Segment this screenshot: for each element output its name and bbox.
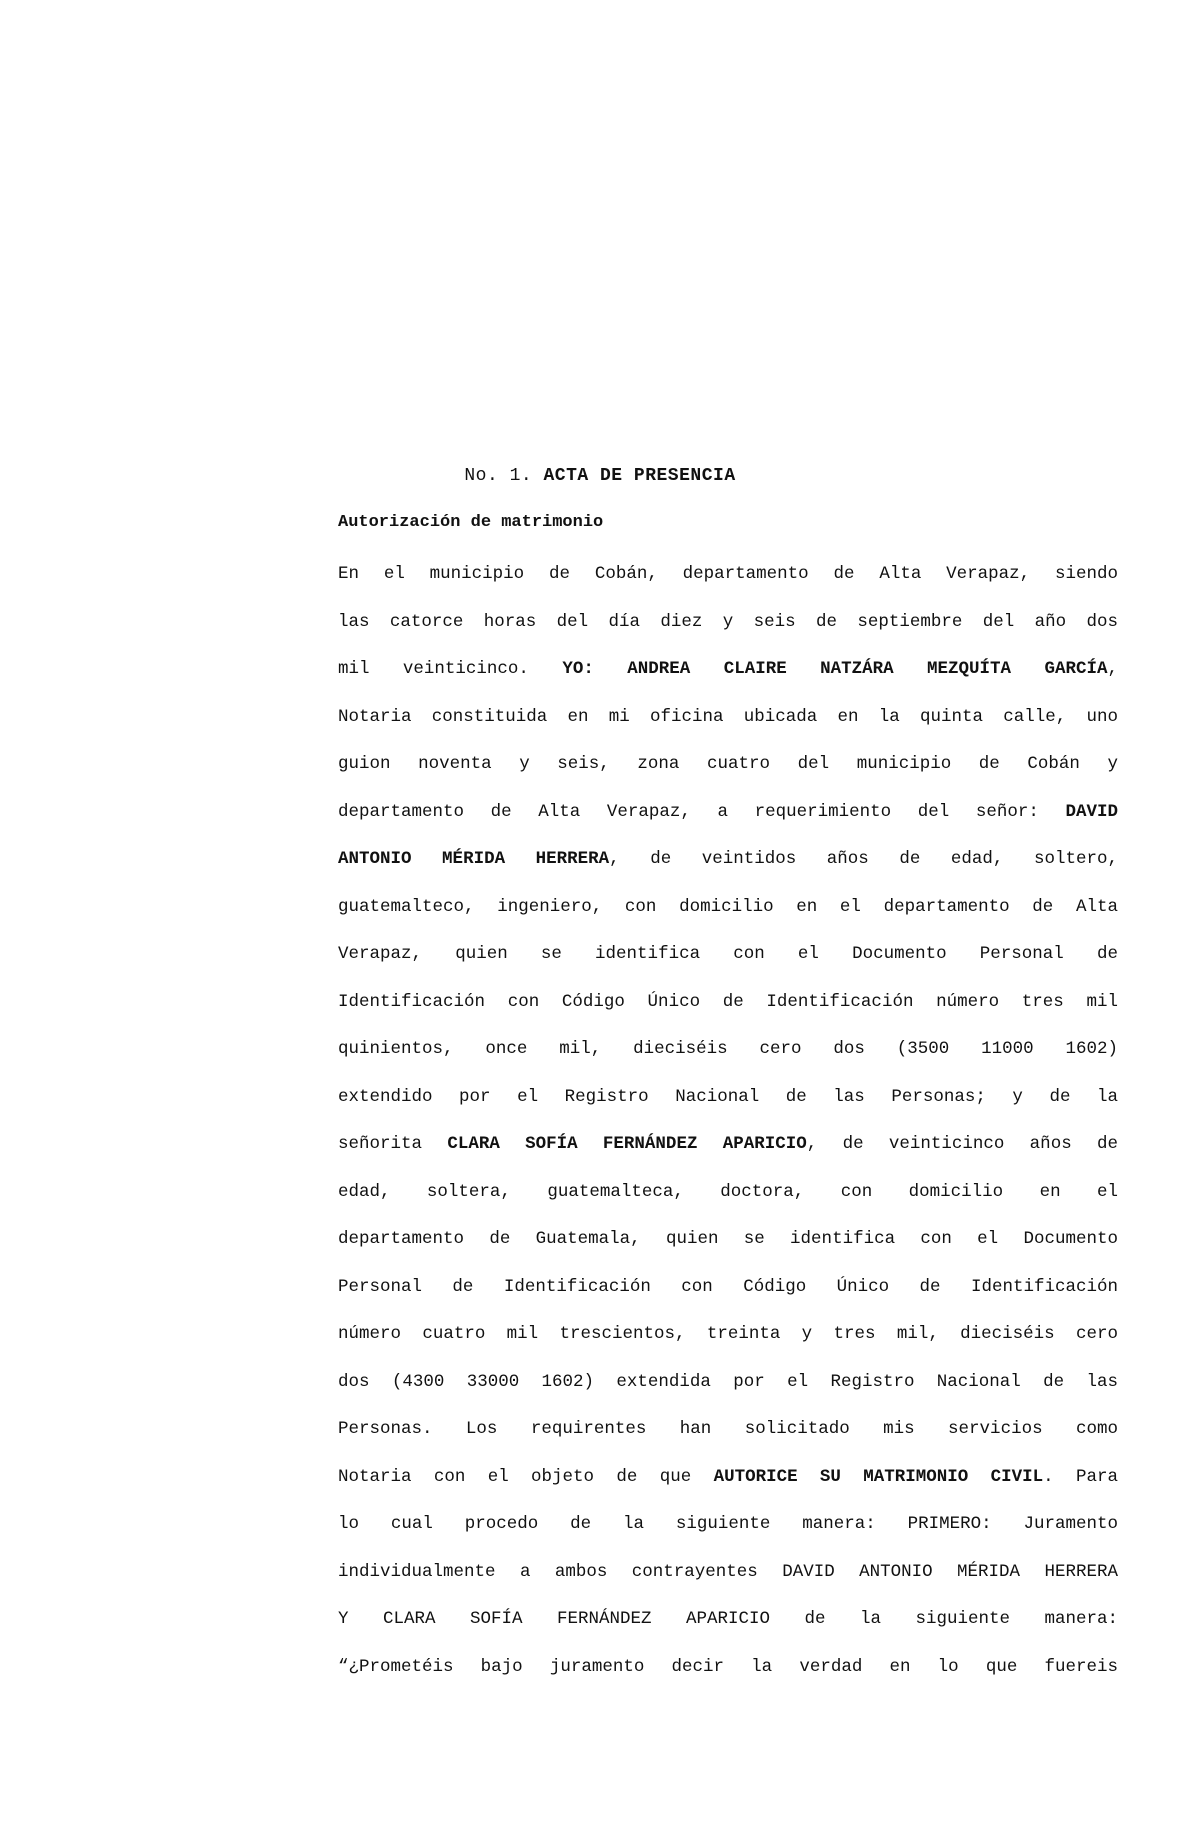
body-line: [338, 752, 1118, 776]
body-line: [338, 1037, 1118, 1061]
body-line: [338, 1085, 1118, 1109]
body-line: [338, 942, 1118, 966]
document-heading: ACTA DE PRESENCIA: [543, 466, 736, 486]
text-run: guion noventa y seis, zona cuatro del municipio de Cobán y: [338, 754, 1118, 774]
text-run: Notaria con el objeto de que: [338, 1466, 714, 1487]
body-line: [338, 990, 1118, 1014]
body-line: [338, 1227, 1118, 1251]
text-run: Personal de Identificación con Código Único de Identificación: [338, 1276, 1118, 1297]
text-run: departamento de Guatemala, quien se identifica con el Documento: [338, 1229, 1118, 1249]
body-line: [338, 1132, 1118, 1156]
body-line: [338, 562, 1118, 586]
bold-text: AUTORICE SU MATRIMONIO CIVIL: [713, 1466, 1044, 1487]
text-run: individualmente a ambos contrayentes DAVID ANTONIO MÉRIDA HERRERA: [338, 1561, 1118, 1582]
text-run: dos (4300 33000 1602) extendida por el Registro Nacional de las: [338, 1371, 1118, 1392]
text-run: Identificación con Código Único de Identificación número tres mil: [338, 991, 1118, 1012]
text-run: ,: [1107, 659, 1118, 679]
bold-text: CLARA SOFÍA FERNÁNDEZ APARICIO: [447, 1134, 807, 1154]
text-run: departamento de Alta Verapaz, a requerimiento del señor:: [338, 801, 1066, 822]
body-line: [338, 1417, 1118, 1441]
text-run: “¿Prometéis bajo juramento decir la verdad en lo que fuereis: [338, 1656, 1118, 1677]
body-line: [338, 1275, 1118, 1299]
text-run: extendido por el Registro Nacional de las Personas; y de la: [338, 1086, 1118, 1107]
body-line: [338, 657, 1118, 681]
text-run: lo cual procedo de la siguiente manera: PRIMERO: Juramento: [338, 1514, 1118, 1534]
text-run: edad, soltera, guatemalteca, doctora, con domicilio en el: [338, 1181, 1118, 1202]
body-line: [338, 1655, 1118, 1679]
body-line: [338, 1512, 1118, 1536]
bold-text: DAVID: [1065, 801, 1118, 822]
text-run: En el municipio de Cobán, departamento de Alta Verapaz, siendo: [338, 564, 1118, 584]
text-run: Notaria constituida en mi oficina ubicada en la quinta calle, uno: [338, 706, 1118, 727]
bold-text: ANTONIO MÉRIDA HERRERA: [338, 849, 610, 869]
text-run: , de veinticinco años de: [806, 1134, 1118, 1154]
text-run: quinientos, once mil, dieciséis cero dos (3500 11000 1602): [338, 1039, 1118, 1059]
document-number: No. 1.: [464, 466, 533, 486]
body-line: [338, 705, 1118, 729]
text-run: , de veintidos años de edad, soltero,: [609, 849, 1118, 869]
body-line: [338, 1607, 1118, 1631]
body-line: [338, 1465, 1118, 1489]
body-line: [338, 1370, 1118, 1394]
text-run: guatemalteco, ingeniero, con domicilio en el departamento de Alta: [338, 896, 1118, 917]
text-run: Personas. Los requirentes han solicitado mis servicios como: [338, 1419, 1118, 1439]
document-title: [0, 466, 1200, 486]
body-line: [338, 895, 1118, 919]
body-line: [338, 1180, 1118, 1204]
bold-text: YO: ANDREA CLAIRE NATZÁRA MEZQUÍTA GARCÍA: [562, 659, 1108, 679]
text-run: mil veinticinco.: [338, 659, 563, 679]
document-subtitle: Autorización de matrimonio: [338, 513, 604, 532]
body-line: [338, 1560, 1118, 1584]
text-run: número cuatro mil trescientos, treinta y tres mil, dieciséis cero: [338, 1324, 1118, 1344]
body-line: [338, 847, 1118, 871]
text-run: señorita: [338, 1134, 448, 1154]
text-run: Verapaz, quien se identifica con el Documento Personal de: [338, 944, 1118, 964]
text-run: Y CLARA SOFÍA FERNÁNDEZ APARICIO de la siguiente manera:: [338, 1609, 1118, 1629]
body-line: [338, 800, 1118, 824]
text-run: las catorce horas del día diez y seis de septiembre del año dos: [338, 611, 1118, 632]
text-run: . Para: [1043, 1466, 1118, 1487]
body-line: [338, 1322, 1118, 1346]
body-line: [338, 610, 1118, 634]
